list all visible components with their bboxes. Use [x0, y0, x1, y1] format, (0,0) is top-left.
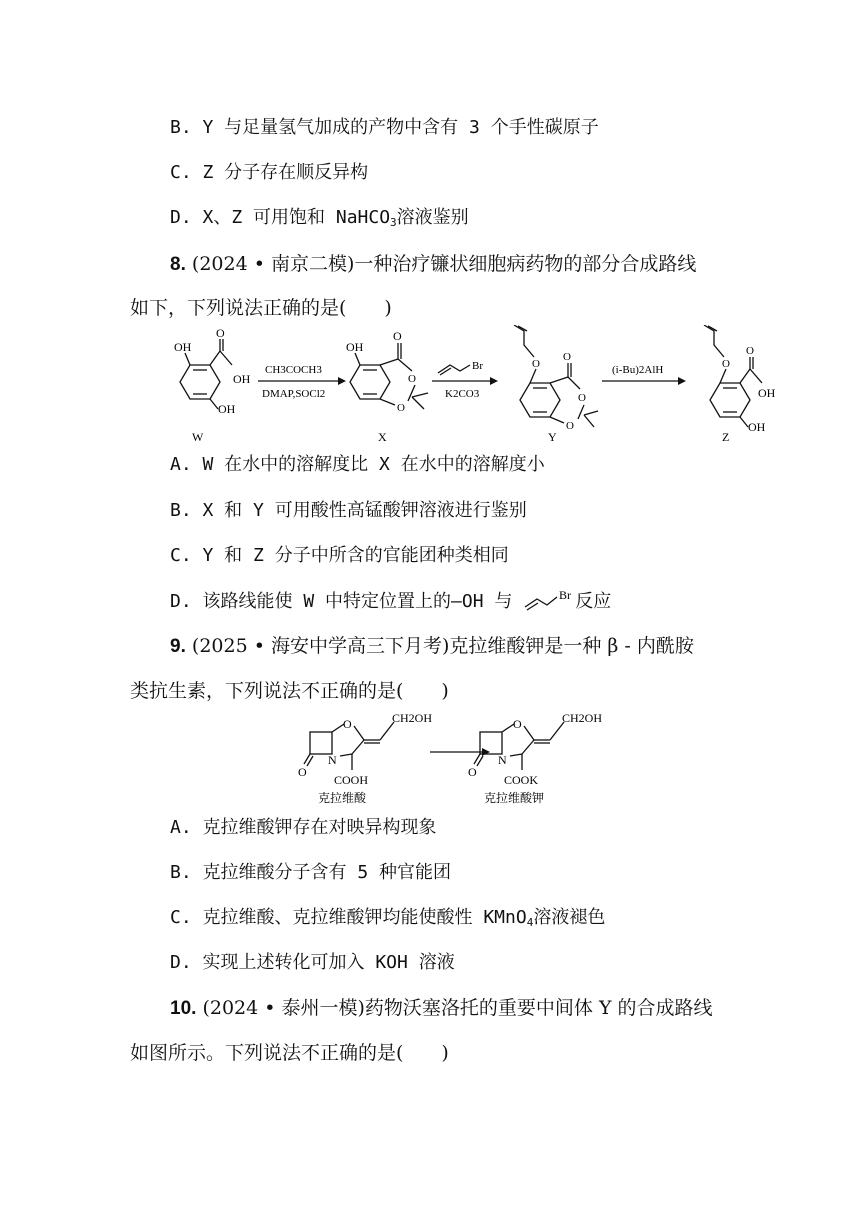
compound-w	[174, 326, 251, 444]
q8-option-b: B. X 和 Y 可用酸性高锰酸钾溶液进行鉴别	[170, 500, 527, 521]
arrow-1	[258, 364, 346, 400]
q10-number: 10.	[170, 998, 197, 1019]
left-n: N	[328, 753, 337, 767]
right-caption: 克拉维酸钾	[484, 791, 545, 805]
arrow3-reagent: (i-Bu)2AlH	[612, 364, 664, 376]
arrow2-reagent-bottom: K2CO3	[445, 388, 480, 400]
q9-number: 9.	[170, 636, 186, 657]
x-carbonyl-o: O	[393, 329, 402, 343]
x-ring-o2: O	[397, 402, 405, 414]
x-ring-o1: O	[408, 373, 416, 385]
q10-stem-line2: 如图所示。下列说法不正确的是( )	[130, 1042, 449, 1064]
q9-option-c: C. 克拉维酸、克拉维酸钾均能使酸性 KMnO$_4$溶液褪色	[170, 907, 606, 929]
compound-z	[704, 325, 776, 444]
q8-option-a: A. W 在水中的溶解度比 X 在水中的溶解度小	[170, 454, 545, 475]
right-ring-o: O	[513, 717, 522, 731]
w-label: W	[192, 430, 204, 444]
left-ring-o: O	[343, 717, 352, 731]
w-o: O	[216, 326, 225, 340]
q9-option-b: B. 克拉维酸分子含有 5 种官能团	[170, 862, 452, 883]
q9-option-a: A. 克拉维酸钾存在对映异构现象	[170, 817, 437, 838]
w-oh-top: OH	[174, 340, 192, 354]
q7-option-b: B. Y 与足量氢气加成的产物中含有 3 个手性碳原子	[170, 117, 599, 138]
q8-synthesis-scheme	[160, 325, 800, 450]
right-carbonyl-o: O	[468, 765, 477, 779]
left-cooh: COOH	[334, 773, 369, 787]
x-oh: OH	[346, 340, 364, 354]
q8-number: 8.	[170, 254, 186, 275]
q9-stem-line1: 9. (2025 • 海安中学高三下月考)克拉维酸钾是一种 β - 内酰胺	[170, 635, 694, 657]
potassium-clavulanate-structure	[468, 711, 602, 805]
w-oh-acid: OH	[233, 372, 251, 386]
z-ether-o: O	[722, 358, 730, 370]
q7-option-c: C. Z 分子存在顺反异构	[170, 162, 369, 183]
q8-stem-line1: 8. (2024 • 南京二模)一种治疗镰状细胞病药物的部分合成路线	[170, 253, 697, 275]
z-oh-bottom: OH	[748, 420, 766, 434]
w-oh-bottom: OH	[218, 402, 236, 416]
arrow1-reagent-bottom: DMAP,SOCl2	[262, 388, 326, 400]
y-carbonyl-o: O	[563, 351, 571, 363]
x-label: X	[378, 430, 387, 444]
right-cook: COOK	[504, 773, 539, 787]
q10-stem-line1: 10. (2024 • 泰州一模)药物沃塞洛托的重要中间体 Y 的合成路线	[170, 997, 713, 1019]
clavulanic-acid-structure	[298, 711, 432, 805]
q8-option-c: C. Y 和 Z 分子中所含的官能团种类相同	[170, 545, 509, 566]
right-n: N	[498, 753, 507, 767]
y-ring-o1: O	[578, 392, 586, 404]
left-ch2oh: CH2OH	[392, 711, 433, 725]
arrow-3	[602, 364, 686, 385]
q8-option-d: D. 该路线能使 W 中特定位置上的—OH 与 Br 反应	[170, 589, 612, 612]
allyl-bromide-structure	[523, 589, 575, 611]
q9-stem-line2: 类抗生素，下列说法不正确的是( )	[130, 680, 449, 702]
q8-stem-line2: 如下，下列说法正确的是( )	[130, 297, 392, 319]
y-ring-o2: O	[566, 420, 574, 432]
left-caption: 克拉维酸	[318, 791, 367, 805]
y-ether-o: O	[532, 358, 540, 370]
z-carbonyl-o: O	[746, 345, 754, 357]
left-carbonyl-o: O	[298, 765, 307, 779]
arrow1-reagent-top: CH3COCH3	[265, 364, 322, 376]
q7-option-d: D. X、Z 可用饱和 NaHCO$_3$溶液鉴别	[170, 207, 469, 229]
svg-text:Br: Br	[559, 589, 572, 602]
q9-option-d: D. 实现上述转化可加入 KOH 溶液	[170, 952, 455, 973]
compound-y	[514, 325, 598, 444]
arrow2-reagent-br: Br	[472, 360, 483, 372]
q9-reaction-scheme	[290, 706, 620, 808]
compound-x	[346, 329, 428, 444]
z-label: Z	[722, 430, 730, 444]
y-label: Y	[548, 430, 557, 444]
z-oh-acid: OH	[758, 386, 776, 400]
right-ch2oh: CH2OH	[562, 711, 603, 725]
arrow-2	[432, 360, 498, 400]
